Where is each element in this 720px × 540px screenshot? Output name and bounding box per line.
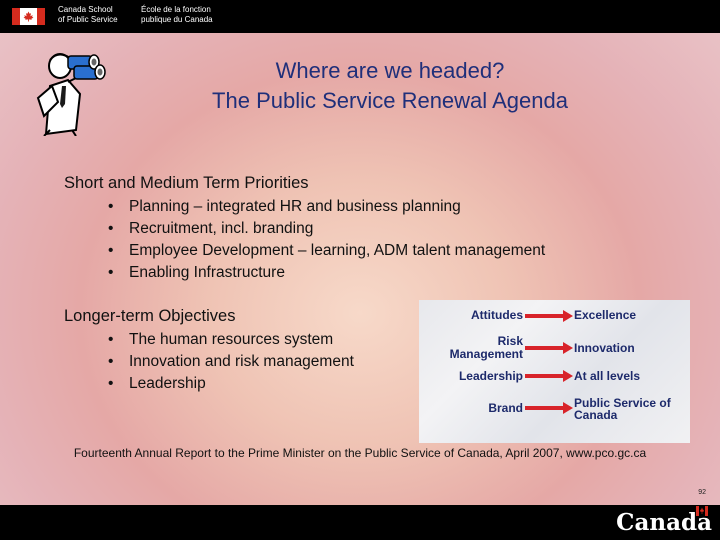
list-item: • Employee Development – learning, ADM talent management [108,240,545,262]
list-item: • Planning – integrated HR and business planning [108,196,545,218]
section-heading-priorities: Short and Medium Term Priorities [64,174,309,192]
slide-title [120,56,660,116]
list-item: • Innovation and risk management [108,351,354,373]
binoculars-man-illustration [28,42,120,136]
header-bar [0,0,720,33]
diagram-label: Risk Management [449,334,523,361]
diagram-label: Brand [488,401,523,415]
diagram-row [419,397,690,427]
org-name-english [58,5,118,25]
diagram-row [419,333,690,363]
list-item: • Enabling Infrastructure [108,262,545,284]
renewal-diagram [419,300,690,443]
title-line-2: The Public Service Renewal Agenda [212,88,568,113]
source-footnote: Fourteenth Annual Report to the Prime Minister on the Public Service of Canada, April 2007, www.pco.gc.ca [73,446,647,460]
red-arrow-icon [525,402,573,414]
page-number: 92 [698,489,706,496]
org-fr-line1: École de la fonction [141,5,211,14]
red-arrow-icon [525,370,573,382]
diagram-result: Public Service of Canada [574,396,671,422]
section-heading-objectives: Longer-term Objectives [64,307,236,325]
footer-bar [0,505,720,540]
diagram-result: Innovation [574,341,635,355]
diagram-label: Attitudes [471,308,523,322]
org-en-line1: Canada School [58,5,113,14]
diagram-result: At all levels [574,369,641,383]
canada-flag-icon [12,8,45,25]
red-arrow-icon [525,342,573,354]
red-arrow-icon [525,310,573,322]
org-en-line2: of Public Service [58,15,118,24]
org-fr-line2: publique du Canada [141,15,213,24]
diagram-row [419,368,690,398]
priorities-list [108,196,545,284]
diagram-result: Excellence [574,308,637,322]
list-item: • The human resources system [108,329,354,351]
org-name-french [141,5,213,25]
list-item: • Recruitment, incl. branding [108,218,545,240]
objectives-list [108,329,354,395]
diagram-label: Leadership [458,369,523,383]
title-line-1: Where are we headed? [275,58,505,83]
canada-wordmark: Canada [616,509,712,536]
list-item: • Leadership [108,373,354,395]
